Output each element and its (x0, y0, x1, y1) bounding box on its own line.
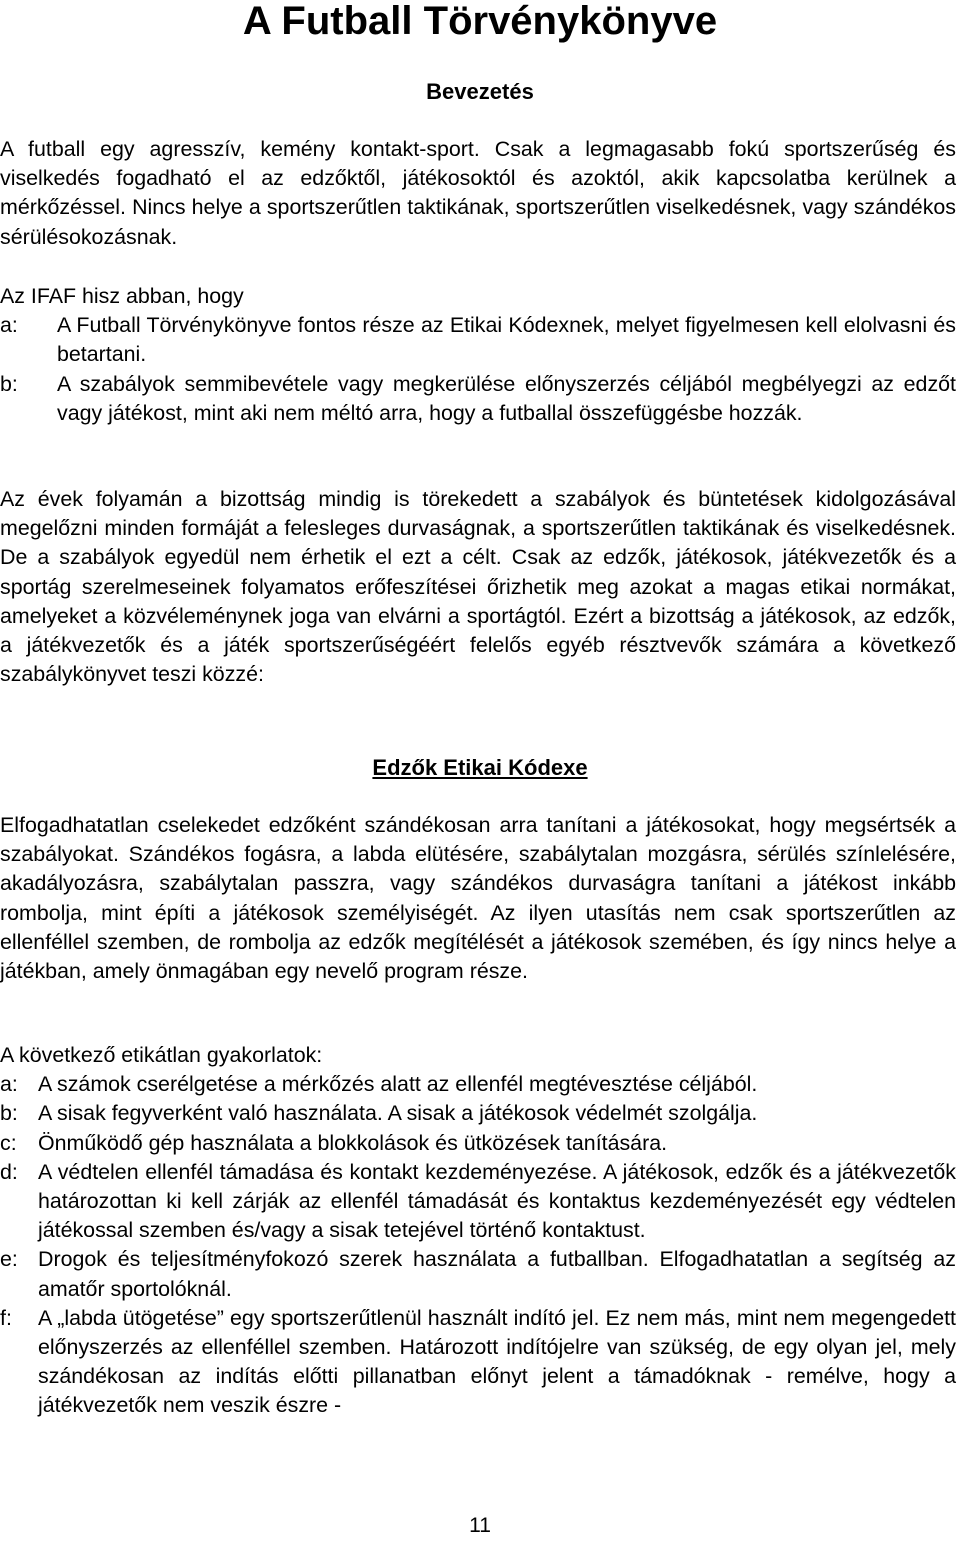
intro-paragraph (0, 135, 956, 252)
document-title: A Futball Törvénykönyve (242, 0, 718, 43)
ifaf-section (0, 282, 956, 428)
list-item (0, 311, 956, 369)
list-item (0, 1129, 956, 1158)
list-item (0, 1099, 956, 1128)
list-item (0, 1158, 956, 1246)
coach-text: Elfogadhatatlan cselekedet edzőként szándékosan arra tanítani a játékosokat, hogy megsértsék a szabályokat. Szándékos fogásra, a labda elütésére, szabálytalan mozgásra, sérülés színlelésére, akadályozásra, szabálytalan passzra, vagy szándékos durvaságra tanítani a játékost inkább rombolja, mint építi a játékosok személyiségét. Az ilyen utasítás nem csak sportszerűtlen az ellenféllel szemben, de rombolja az edzők megítélését a játékosok szemében, és így nincs helye a játékban, amely önmagában egy nevelő program része. (0, 813, 956, 984)
list-item (0, 370, 956, 428)
list-item-text: A Futball Törvénykönyve fontos része az Etikai Kódexnek, melyet figyelmesen kell elolvasni és betartani. (57, 313, 956, 367)
code-heading: Edzők Etikai Kódexe (372, 755, 588, 780)
list-item-text: A számok cserélgetése a mérkőzés alatt az ellenfél megtévesztése céljából. (38, 1072, 758, 1097)
years-paragraph (0, 485, 956, 689)
ifaf-lead: Az IFAF hisz abban, hogy (0, 284, 244, 308)
list-item-text: A „labda ütögetése” egy sportszerűtlenül használt indító jel. Ez nem más, mint nem megengedett előnyszerzés az ellenféllel szemben. Határozott indítójelre van szükség, de egy olyan jel, mely szándékosan az indítás előtti pillanatban előnyt jelent a támadóknak - remélve, hogy a játékvezetők nem veszik észre - (38, 1305, 956, 1418)
list-marker: c: (0, 1130, 17, 1155)
list-item (0, 1070, 956, 1099)
list-item-text: A szabályok semmibevétele vagy megkerülése előnyszerzés céljából megbélyegzi az edzőt vagy játékost, mint aki nem méltó arra, hogy a futballal összefüggésbe hozzák. (57, 371, 956, 425)
list-marker: a: (0, 313, 18, 338)
list-item (0, 1245, 956, 1303)
list-marker: e: (0, 1247, 18, 1272)
list-marker: d: (0, 1159, 18, 1184)
list-marker: f: (0, 1305, 12, 1330)
list-item-text: A védtelen ellenfél támadása és kontakt kezdeményezése. A játékosok, edzők és a játékvezetők határozottan ki kell zárják az ellenfél támadását és kontaktus kezdeményezését egy védtelen játékossal szemben és/vagy a sisak tetejével történő kontaktust. (38, 1159, 956, 1243)
list-marker: b: (0, 371, 18, 396)
list-item (0, 1304, 956, 1421)
years-text: Az évek folyamán a bizottság mindig is törekedett a szabályok és büntetések kidolgozásával megelőzni minden formáját a felesleges durvaságnak, a sportszerűtlen taktikának és viselkedésnek. De a szabályok egyedül nem érhetik el ezt a célt. Csak az edzők, játékosok, játékvezetők és a sportág szerelmeseinek folyamatos erőfeszítései őrizhetik meg azokat a magas etikai normákat, amelyeket a közvéleménynek joga van elvárni a sportágtól. Ezért a bizottság a játékosok, az edzők, a játékvezetők és a játék sportszerűségéért felelős egyéb résztvevők számára a következő szabálykönyvet teszi közzé: (0, 487, 956, 687)
intro-heading: Bevezetés (426, 79, 534, 104)
list-marker: b: (0, 1101, 18, 1126)
list-item-text: Önműködő gép használata a blokkolások és ütközések tanítására. (38, 1130, 668, 1155)
list-item-text: A sisak fegyverként való használata. A sisak a játékosok védelmét szolgálja. (38, 1101, 758, 1126)
list-item-text: Drogok és teljesítményfokozó szerek használata a futballban. Elfogadhatatlan a segítség az amatőr sportolóknál. (38, 1247, 956, 1301)
coach-paragraph (0, 811, 956, 986)
practices-section (0, 1041, 956, 1421)
page-number: 11 (469, 1514, 491, 1537)
practices-lead: A következő etikátlan gyakorlatok: (0, 1043, 323, 1067)
intro-text: A futball egy agresszív, kemény kontakt-sport. Csak a legmagasabb fokú sportszerűség és viselkedés fogadható el az edzőktől, játékosoktól és azoktól, akik kapcsolatba kerülnek a mérkőzéssel. Nincs helye a sportszerűtlen taktikának, sportszerűtlen viselkedésnek, vagy szándékos sérülésokozásnak. (0, 137, 956, 249)
list-marker: a: (0, 1072, 18, 1097)
